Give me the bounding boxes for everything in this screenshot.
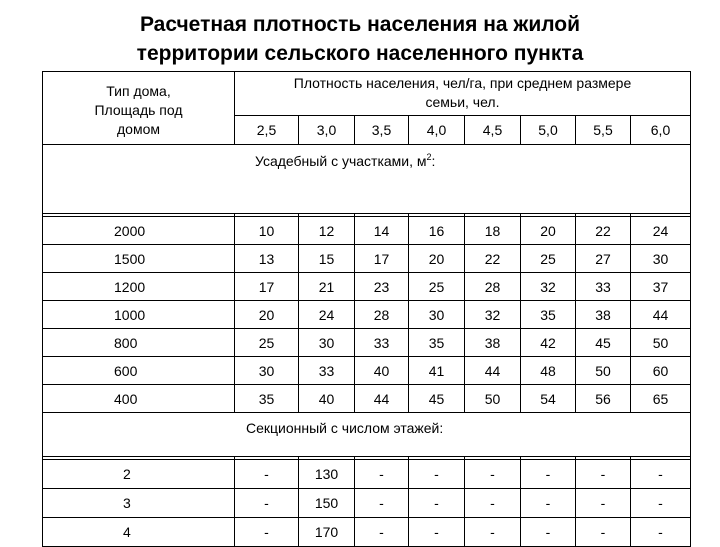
density-value-cell: 12 bbox=[299, 217, 355, 245]
density-value-cell: - bbox=[521, 518, 576, 547]
density-value-cell: 28 bbox=[355, 301, 409, 329]
section-homestead bbox=[43, 145, 691, 214]
density-value-cell: 40 bbox=[355, 357, 409, 385]
density-value-cell: 65 bbox=[631, 385, 691, 413]
density-value-cell: 32 bbox=[465, 301, 521, 329]
density-value-cell: 33 bbox=[355, 329, 409, 357]
density-value-cell: 44 bbox=[355, 385, 409, 413]
density-value-cell: - bbox=[355, 489, 409, 518]
table-row bbox=[43, 245, 691, 273]
table-row bbox=[43, 518, 691, 547]
density-value-cell: 44 bbox=[465, 357, 521, 385]
density-value-cell: 24 bbox=[631, 217, 691, 245]
density-value-cell: - bbox=[355, 460, 409, 489]
title-line-1: Расчетная плотность населения на жилой bbox=[139, 13, 581, 36]
row-label-cell: 2000 bbox=[43, 217, 235, 245]
density-value-cell: 42 bbox=[521, 329, 576, 357]
density-value-cell: 18 bbox=[465, 217, 521, 245]
density-value-cell: - bbox=[631, 460, 691, 489]
density-value-cell: 10 bbox=[235, 217, 299, 245]
density-value-cell: 21 bbox=[299, 273, 355, 301]
row-label-cell: 800 bbox=[43, 329, 235, 357]
section-homestead-sup: 2 bbox=[426, 152, 432, 162]
density-value-cell: - bbox=[465, 460, 521, 489]
density-value-cell: - bbox=[235, 460, 299, 489]
row-label-cell: 2 bbox=[43, 460, 235, 489]
density-value-cell: 23 bbox=[355, 273, 409, 301]
density-value-cell: 48 bbox=[521, 357, 576, 385]
section-sectional-label: Секционный с числом этажей: bbox=[246, 420, 444, 436]
row-label-cell: 3 bbox=[43, 489, 235, 518]
density-value-cell: - bbox=[235, 489, 299, 518]
density-value-cell: 38 bbox=[576, 301, 631, 329]
density-value-cell: 22 bbox=[576, 217, 631, 245]
family-size-cell: 4,0 bbox=[409, 116, 465, 145]
density-value-cell: 13 bbox=[235, 245, 299, 273]
table-row bbox=[43, 217, 691, 245]
density-value-cell: 25 bbox=[235, 329, 299, 357]
density-value-cell: 30 bbox=[631, 245, 691, 273]
density-value-cell: 60 bbox=[631, 357, 691, 385]
density-value-cell: 40 bbox=[299, 385, 355, 413]
table-row bbox=[43, 489, 691, 518]
header-density-line-1: Плотность населения, чел/га, при среднем размере bbox=[293, 75, 632, 91]
density-value-cell: 14 bbox=[355, 217, 409, 245]
family-size-cell: 5,5 bbox=[576, 116, 631, 145]
family-size-cell: 2,5 bbox=[235, 116, 299, 145]
density-value-cell: - bbox=[521, 460, 576, 489]
header-type-line-2: Площадь под bbox=[94, 102, 183, 118]
density-value-cell: - bbox=[355, 518, 409, 547]
density-value-cell: 33 bbox=[299, 357, 355, 385]
density-value-cell: 17 bbox=[235, 273, 299, 301]
density-value-cell: 44 bbox=[631, 301, 691, 329]
density-value-cell: - bbox=[409, 518, 465, 547]
density-value-cell: - bbox=[631, 489, 691, 518]
density-value-cell: 30 bbox=[409, 301, 465, 329]
header-density-line-2: семьи, чел. bbox=[425, 94, 500, 110]
density-value-cell: 20 bbox=[521, 217, 576, 245]
page-title bbox=[0, 10, 720, 68]
density-value-cell: 35 bbox=[409, 329, 465, 357]
density-value-cell: 130 bbox=[299, 460, 355, 489]
density-value-cell: 27 bbox=[576, 245, 631, 273]
density-value-cell: 25 bbox=[409, 273, 465, 301]
section-homestead-end: : bbox=[431, 152, 436, 169]
density-value-cell: - bbox=[235, 518, 299, 547]
title-line-2: территории сельского населенного пункта bbox=[136, 42, 584, 65]
density-value-cell: 30 bbox=[235, 357, 299, 385]
density-value-cell: 24 bbox=[299, 301, 355, 329]
family-size-cell: 6,0 bbox=[631, 116, 691, 145]
header-density bbox=[235, 72, 691, 116]
density-value-cell: 33 bbox=[576, 273, 631, 301]
row-label-cell: 1200 bbox=[43, 273, 235, 301]
header-type-line-1: Тип дома, bbox=[106, 83, 171, 99]
family-size-cell: 4,5 bbox=[465, 116, 521, 145]
family-size-cell: 5,0 bbox=[521, 116, 576, 145]
table-row bbox=[43, 273, 691, 301]
density-value-cell: - bbox=[576, 489, 631, 518]
table-row bbox=[43, 329, 691, 357]
density-value-cell: 35 bbox=[235, 385, 299, 413]
density-value-cell: - bbox=[465, 489, 521, 518]
density-value-cell: 45 bbox=[576, 329, 631, 357]
density-value-cell: 20 bbox=[409, 245, 465, 273]
density-value-cell: 25 bbox=[521, 245, 576, 273]
header-type-line-3: домом bbox=[117, 121, 160, 137]
density-value-cell: 20 bbox=[235, 301, 299, 329]
row-label-cell: 1000 bbox=[43, 301, 235, 329]
density-value-cell: - bbox=[409, 489, 465, 518]
table-row bbox=[43, 460, 691, 489]
table-row bbox=[43, 301, 691, 329]
section-sectional bbox=[43, 413, 691, 457]
table-row bbox=[43, 357, 691, 385]
density-value-cell: 45 bbox=[409, 385, 465, 413]
density-value-cell: 30 bbox=[299, 329, 355, 357]
density-value-cell: - bbox=[576, 518, 631, 547]
density-value-cell: - bbox=[409, 460, 465, 489]
row-label-cell: 400 bbox=[43, 385, 235, 413]
header-house-type bbox=[43, 72, 235, 145]
density-value-cell: 56 bbox=[576, 385, 631, 413]
section-homestead-label: Усадебный с участками, м bbox=[255, 152, 427, 169]
density-value-cell: 50 bbox=[631, 329, 691, 357]
density-value-cell: - bbox=[465, 518, 521, 547]
density-value-cell: 16 bbox=[409, 217, 465, 245]
density-value-cell: 37 bbox=[631, 273, 691, 301]
density-value-cell: 15 bbox=[299, 245, 355, 273]
row-label-cell: 1500 bbox=[43, 245, 235, 273]
density-value-cell: 28 bbox=[465, 273, 521, 301]
density-value-cell: 35 bbox=[521, 301, 576, 329]
row-label-cell: 4 bbox=[43, 518, 235, 547]
family-size-cell: 3,5 bbox=[355, 116, 409, 145]
table-row bbox=[43, 385, 691, 413]
density-value-cell: 32 bbox=[521, 273, 576, 301]
family-size-cell: 3,0 bbox=[299, 116, 355, 145]
homestead-rows bbox=[43, 217, 691, 413]
density-value-cell: 17 bbox=[355, 245, 409, 273]
sectional-rows bbox=[43, 460, 691, 547]
density-value-cell: 50 bbox=[465, 385, 521, 413]
density-value-cell: 170 bbox=[299, 518, 355, 547]
density-value-cell: - bbox=[576, 460, 631, 489]
density-value-cell: 150 bbox=[299, 489, 355, 518]
density-value-cell: - bbox=[631, 518, 691, 547]
density-value-cell: 22 bbox=[465, 245, 521, 273]
density-value-cell: 54 bbox=[521, 385, 576, 413]
density-value-cell: - bbox=[521, 489, 576, 518]
density-value-cell: 50 bbox=[576, 357, 631, 385]
density-value-cell: 38 bbox=[465, 329, 521, 357]
row-label-cell: 600 bbox=[43, 357, 235, 385]
density-table bbox=[42, 71, 691, 547]
density-value-cell: 41 bbox=[409, 357, 465, 385]
